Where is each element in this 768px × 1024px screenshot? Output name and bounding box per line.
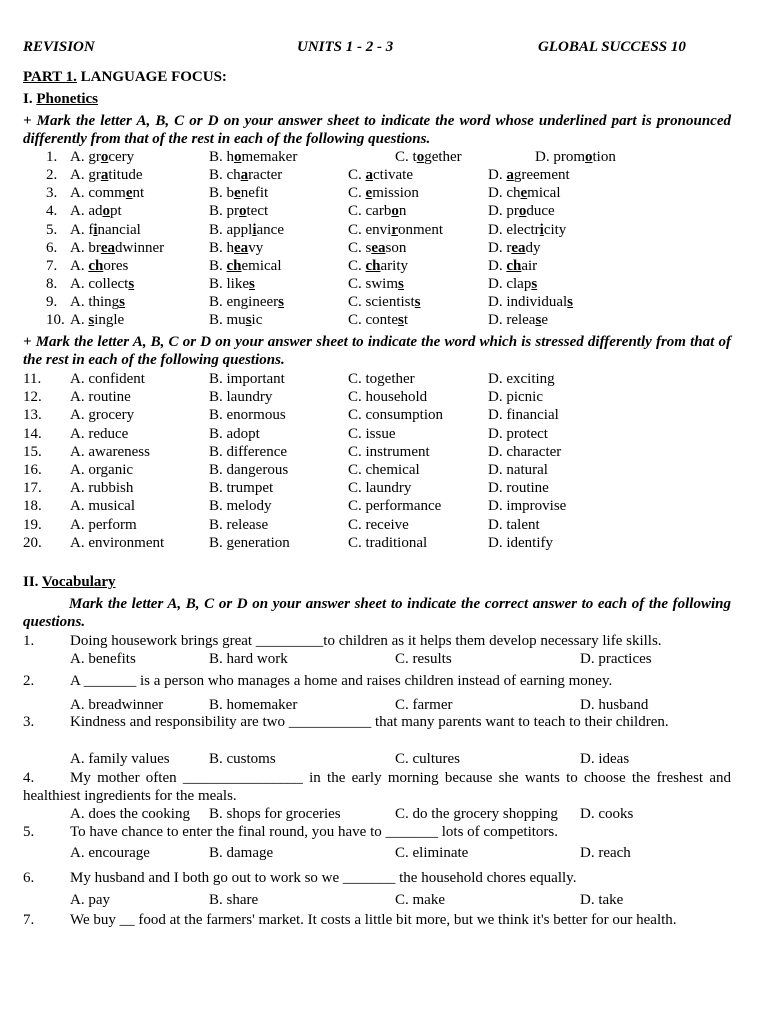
vocabulary-number: II. xyxy=(23,574,39,590)
option: D. claps xyxy=(488,276,538,292)
option: C. do the grocery shopping xyxy=(395,806,558,822)
option: C. performance xyxy=(348,498,442,514)
underlined-part: s xyxy=(119,294,126,310)
part1-title: LANGUAGE FOCUS: xyxy=(80,69,227,85)
underlined-part: o xyxy=(518,203,527,219)
option: A. organic xyxy=(70,462,134,478)
underlined-part: s xyxy=(414,294,421,310)
option: D. improvise xyxy=(488,498,567,514)
option: C. emission xyxy=(348,185,419,201)
question-number: 9. xyxy=(46,294,58,310)
underlined-part: e xyxy=(365,185,373,201)
option: C. together xyxy=(395,149,462,165)
underlined-part: ea xyxy=(511,240,526,256)
option: C. results xyxy=(395,651,452,667)
question-number: 7. xyxy=(46,258,58,274)
option: B. difference xyxy=(209,444,288,460)
option: B. homemaker xyxy=(209,149,298,165)
question-number: 1. xyxy=(46,149,58,165)
question-number: 6. xyxy=(23,870,35,886)
option: B. share xyxy=(209,892,259,908)
question-sentence: To have chance to enter the final round, you have to _______ lots of competitors. xyxy=(70,824,558,840)
option: C. traditional xyxy=(348,535,428,551)
option: D. protect xyxy=(488,426,548,442)
question-number: 8. xyxy=(46,276,58,292)
option: A. adopt xyxy=(70,203,122,219)
option: A. awareness xyxy=(70,444,150,460)
question-text xyxy=(23,672,731,690)
option: C. charity xyxy=(348,258,409,274)
option: C. consumption xyxy=(348,407,444,423)
underlined-part: i xyxy=(252,222,257,238)
question-text xyxy=(23,869,731,887)
underlined-part: s xyxy=(567,294,574,310)
underlined-part: o xyxy=(585,149,593,165)
question-number: 19. xyxy=(23,517,42,533)
option: D. exciting xyxy=(488,371,555,387)
phonetics-title: Phonetics xyxy=(36,91,99,107)
option: B. hard work xyxy=(209,651,288,667)
question-number: 17. xyxy=(23,480,42,496)
question-number: 7. xyxy=(23,912,35,928)
vocabulary-instruction: Mark the letter A, B, C or D on your answer sheet to indicate the correct answer to each of the following questions. xyxy=(23,596,731,630)
option: D. take xyxy=(580,892,624,908)
phonetics-instruction-2: + Mark the letter A, B, C or D on your answer sheet to indicate the word which is stressed differently from that of the rest in each of the following questions. xyxy=(23,334,731,368)
question-text xyxy=(23,769,731,805)
option: C. contest xyxy=(348,312,409,328)
question-number: 4. xyxy=(46,203,58,219)
underlined-part: a xyxy=(240,167,249,183)
underlined-part: i xyxy=(539,222,544,238)
header-left: REVISION xyxy=(23,39,95,55)
question-number: 3. xyxy=(46,185,58,201)
underlined-part: ea xyxy=(100,240,115,256)
underlined-part: e xyxy=(234,185,241,201)
option: C. carbon xyxy=(348,203,407,219)
option: A. routine xyxy=(70,389,131,405)
option: B. engineers xyxy=(209,294,284,310)
option: C. laundry xyxy=(348,480,412,496)
underlined-part: s xyxy=(535,312,542,328)
option: D. ideas xyxy=(580,751,630,767)
underlined-part: o xyxy=(234,149,242,165)
option: B. music xyxy=(209,312,263,328)
option: D. ready xyxy=(488,240,541,256)
underlined-part: s xyxy=(245,312,252,328)
question-number: 10. xyxy=(46,312,65,328)
option: B. dangerous xyxy=(209,462,289,478)
option: A. breadwinner xyxy=(70,697,164,713)
option: B. benefit xyxy=(209,185,269,201)
option: C. activate xyxy=(348,167,413,183)
option: A. rubbish xyxy=(70,480,134,496)
underlined-part: r xyxy=(391,222,399,238)
question-number: 11. xyxy=(23,371,42,387)
question-number: 13. xyxy=(23,407,42,423)
option: A. single xyxy=(70,312,125,328)
underlined-part: s xyxy=(531,276,538,292)
underlined-part: a xyxy=(365,167,374,183)
question-number: 6. xyxy=(46,240,58,256)
question-number: 16. xyxy=(23,462,42,478)
option: D. character xyxy=(488,444,562,460)
header-center: UNITS 1 - 2 - 3 xyxy=(297,39,394,55)
header-right: GLOBAL SUCCESS 10 xyxy=(538,39,686,55)
option: A. collects xyxy=(70,276,135,292)
option: C. eliminate xyxy=(395,845,469,861)
option: B. customs xyxy=(209,751,276,767)
option: A. perform xyxy=(70,517,137,533)
underlined-part: e xyxy=(520,185,528,201)
option: B. important xyxy=(209,371,285,387)
underlined-part: s xyxy=(249,276,255,292)
option: A. family values xyxy=(70,751,170,767)
option: A. does the cooking xyxy=(70,806,190,822)
option: D. promotion xyxy=(535,149,616,165)
option: B. trumpet xyxy=(209,480,274,496)
option: A. benefits xyxy=(70,651,136,667)
option: A. breadwinner xyxy=(70,240,165,256)
question-number: 15. xyxy=(23,444,42,460)
vocabulary-title: Vocabulary xyxy=(41,574,116,590)
question-text xyxy=(23,632,731,650)
option: A. reduce xyxy=(70,426,129,442)
option: C. swims xyxy=(348,276,404,292)
option: A. pay xyxy=(70,892,110,908)
option: A. encourage xyxy=(70,845,150,861)
option: D. practices xyxy=(580,651,652,667)
option: C. environment xyxy=(348,222,444,238)
option: D. chemical xyxy=(488,185,561,201)
question-number: 4. xyxy=(23,770,35,786)
underlined-part: ea xyxy=(371,240,386,256)
option: C. farmer xyxy=(395,697,453,713)
option: D. agreement xyxy=(488,167,570,183)
question-number: 5. xyxy=(46,222,58,238)
underlined-part: a xyxy=(506,167,514,183)
option: D. identify xyxy=(488,535,553,551)
option: D. natural xyxy=(488,462,548,478)
question-sentence: Kindness and responsibility are two ___________ that many parents want to teach to their children. xyxy=(70,714,669,730)
option: B. chemical xyxy=(209,258,282,274)
option: C. receive xyxy=(348,517,409,533)
underlined-part: o xyxy=(239,203,247,219)
option: D. individuals xyxy=(488,294,574,310)
option: B. laundry xyxy=(209,389,273,405)
phonetics-instruction-1: + Mark the letter A, B, C or D on your answer sheet to indicate the word whose underlined part is pronounced differently from that of the rest in each of the following questions. xyxy=(23,113,731,147)
underlined-part: ch xyxy=(365,258,381,274)
part1-prefix: PART 1. xyxy=(23,69,77,85)
underlined-part: a xyxy=(100,167,109,183)
underlined-part: ch xyxy=(506,258,522,274)
option: C. issue xyxy=(348,426,396,442)
underlined-part: ea xyxy=(234,240,249,256)
underlined-part: o xyxy=(391,203,399,219)
option: C. together xyxy=(348,371,415,387)
option: B. damage xyxy=(209,845,274,861)
option: B. heavy xyxy=(209,240,264,256)
option: D. chair xyxy=(488,258,538,274)
question-number: 3. xyxy=(23,714,35,730)
option: B. likes xyxy=(209,276,255,292)
question-sentence: Doing housework brings great _________to children as it helps them develop necessary life skills. xyxy=(70,633,662,649)
underlined-part: i xyxy=(93,222,98,238)
option: A. grocery xyxy=(70,149,135,165)
option: A. gratitude xyxy=(70,167,143,183)
question-number: 2. xyxy=(23,673,35,689)
option: D. husband xyxy=(580,697,649,713)
option: C. make xyxy=(395,892,445,908)
option: A. financial xyxy=(70,222,141,238)
option: A. comment xyxy=(70,185,145,201)
option: A. confident xyxy=(70,371,145,387)
question-sentence: My husband and I both go out to work so we _______ the household chores equally. xyxy=(70,870,577,886)
option: B. character xyxy=(209,167,283,183)
option: D. release xyxy=(488,312,548,328)
underlined-part: s xyxy=(88,312,95,328)
question-text xyxy=(23,713,731,731)
underlined-part: o xyxy=(100,149,109,165)
question-sentence: A _______ is a person who manages a home and raises children instead of earning money. xyxy=(70,673,613,689)
option: D. produce xyxy=(488,203,555,219)
option: A. things xyxy=(70,294,126,310)
underlined-part: ch xyxy=(88,258,104,274)
question-number: 5. xyxy=(23,824,35,840)
question-number: 20. xyxy=(23,535,42,551)
option: D. picnic xyxy=(488,389,543,405)
underlined-part: s xyxy=(128,276,135,292)
question-text xyxy=(23,911,731,929)
option: C. chemical xyxy=(348,462,420,478)
question-text xyxy=(23,823,731,841)
underlined-part: s xyxy=(278,294,284,310)
question-number: 12. xyxy=(23,389,42,405)
option: D. electricity xyxy=(488,222,567,238)
underlined-part: s xyxy=(398,312,404,328)
question-number: 18. xyxy=(23,498,42,514)
underlined-part: s xyxy=(398,276,404,292)
option: A. environment xyxy=(70,535,165,551)
option: B. adopt xyxy=(209,426,260,442)
option: C. instrument xyxy=(348,444,430,460)
option: A. musical xyxy=(70,498,135,514)
option: B. homemaker xyxy=(209,697,298,713)
option: B. appliance xyxy=(209,222,284,238)
option: B. release xyxy=(209,517,269,533)
option: B. generation xyxy=(209,535,290,551)
phonetics-heading xyxy=(23,90,98,108)
vocabulary-heading xyxy=(23,573,116,591)
option: B. protect xyxy=(209,203,269,219)
option: B. enormous xyxy=(209,407,286,423)
option: B. melody xyxy=(209,498,272,514)
option: D. financial xyxy=(488,407,559,423)
option: A. grocery xyxy=(70,407,135,423)
underlined-part: ch xyxy=(226,258,242,274)
option: A. chores xyxy=(70,258,129,274)
underlined-part: o xyxy=(102,203,110,219)
option: D. talent xyxy=(488,517,540,533)
option: C. season xyxy=(348,240,407,256)
question-number: 2. xyxy=(46,167,58,183)
question-number: 14. xyxy=(23,426,42,442)
option: C. scientists xyxy=(348,294,421,310)
underlined-part: o xyxy=(416,149,425,165)
option: C. household xyxy=(348,389,428,405)
question-sentence: We buy __ food at the farmers' market. It costs a little bit more, but we think it's better for our health. xyxy=(70,912,677,928)
option: C. cultures xyxy=(395,751,460,767)
part1-heading xyxy=(23,68,227,86)
phonetics-number: I. xyxy=(23,91,33,107)
underlined-part: e xyxy=(125,185,133,201)
question-sentence: My mother often ________________ in the early morning because she wants to choose the freshest and healthiest ingredients for the meals. xyxy=(23,770,731,804)
option: B. shops for groceries xyxy=(209,806,341,822)
question-number: 1. xyxy=(23,633,35,649)
option: D. cooks xyxy=(580,806,634,822)
option: D. reach xyxy=(580,845,631,861)
option: D. routine xyxy=(488,480,549,496)
